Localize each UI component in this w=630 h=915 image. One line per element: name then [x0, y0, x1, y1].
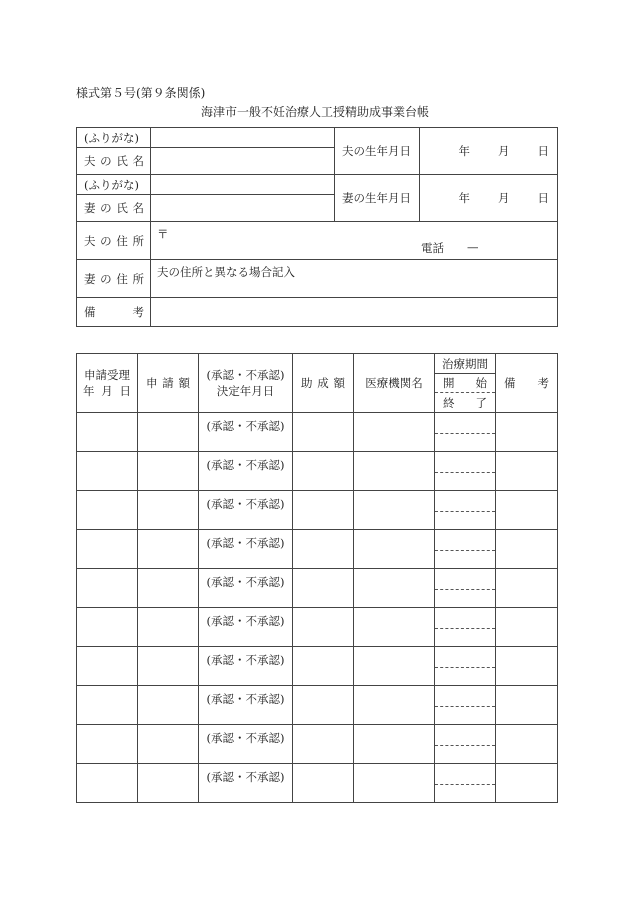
husband-birth-day: 日 [537, 144, 549, 158]
remarks-cell[interactable] [496, 608, 558, 647]
wife-address-note: 夫の住所と異なる場合記入 [157, 265, 295, 279]
grant-amount-cell[interactable] [293, 530, 354, 569]
grant-amount-cell[interactable] [293, 764, 354, 803]
remarks-cell[interactable] [496, 530, 558, 569]
table-row [77, 725, 558, 764]
wife-furigana-label: (ふりがな) [77, 175, 151, 195]
remarks-cell[interactable] [496, 725, 558, 764]
wife-birth-label: 妻の生年月日 [335, 175, 420, 222]
wife-birth-month: 月 [498, 191, 510, 205]
treatment-period-cell[interactable] [435, 452, 496, 491]
col-institution: 医療機関名 [354, 354, 435, 413]
amount-applied-cell[interactable] [138, 647, 199, 686]
treatment-period-cell[interactable] [435, 725, 496, 764]
grant-amount-cell[interactable] [293, 608, 354, 647]
approval-cell[interactable]: (承認・不承認) [199, 491, 293, 530]
col-remarks: 備 考 [496, 354, 558, 413]
received-date-cell[interactable] [77, 413, 138, 452]
received-date-cell[interactable] [77, 608, 138, 647]
wife-birth-field[interactable] [420, 175, 558, 222]
grant-amount-cell[interactable] [293, 686, 354, 725]
institution-cell[interactable] [354, 725, 435, 764]
amount-applied-cell[interactable] [138, 686, 199, 725]
grant-amount-cell[interactable] [293, 569, 354, 608]
remarks-cell[interactable] [496, 491, 558, 530]
husband-name-label: 夫 の 氏 名 [77, 148, 151, 175]
husband-name-field[interactable] [151, 148, 335, 175]
col-end: 終 了 [435, 393, 496, 413]
received-date-cell[interactable] [77, 491, 138, 530]
received-date-cell[interactable] [77, 452, 138, 491]
approval-cell[interactable]: (承認・不承認) [199, 764, 293, 803]
wife-furigana-field[interactable] [151, 175, 335, 195]
treatment-period-cell[interactable] [435, 764, 496, 803]
phone-label: 電話 [421, 241, 444, 255]
treatment-period-cell[interactable] [435, 569, 496, 608]
remarks-cell[interactable] [496, 452, 558, 491]
form-title: 海津市一般不妊治療人工授精助成事業台帳 [200, 105, 429, 119]
treatment-period-cell[interactable] [435, 686, 496, 725]
received-date-cell[interactable] [77, 647, 138, 686]
col-received-date: 申請受理 年 月 日 [77, 354, 138, 413]
table-row [77, 413, 558, 452]
amount-applied-cell[interactable] [138, 413, 199, 452]
approval-cell[interactable]: (承認・不承認) [199, 413, 293, 452]
table-row [77, 530, 558, 569]
institution-cell[interactable] [354, 569, 435, 608]
treatment-period-cell[interactable] [435, 608, 496, 647]
col-amount-applied: 申 請 額 [138, 354, 199, 413]
husband-furigana-field[interactable] [151, 128, 335, 148]
institution-cell[interactable] [354, 491, 435, 530]
treatment-period-cell[interactable] [435, 530, 496, 569]
remarks-cell[interactable] [496, 413, 558, 452]
approval-cell[interactable]: (承認・不承認) [199, 569, 293, 608]
treatment-period-cell[interactable] [435, 647, 496, 686]
remarks-cell[interactable] [496, 647, 558, 686]
institution-cell[interactable] [354, 530, 435, 569]
col-treatment-period: 治療期間 [435, 354, 496, 374]
amount-applied-cell[interactable] [138, 491, 199, 530]
approval-cell[interactable]: (承認・不承認) [199, 452, 293, 491]
wife-address-label: 妻 の 住 所 [77, 260, 151, 298]
wife-address-field[interactable] [151, 260, 558, 298]
amount-applied-cell[interactable] [138, 452, 199, 491]
amount-applied-cell[interactable] [138, 569, 199, 608]
table-row [77, 686, 558, 725]
grant-amount-cell[interactable] [293, 491, 354, 530]
remarks-field[interactable] [151, 298, 558, 327]
husband-birth-year: 年 [458, 144, 470, 158]
institution-cell[interactable] [354, 608, 435, 647]
wife-birth-year: 年 [458, 191, 470, 205]
approval-cell[interactable]: (承認・不承認) [199, 686, 293, 725]
remarks-cell[interactable] [496, 686, 558, 725]
col-start: 開 始 [435, 374, 496, 393]
received-date-cell[interactable] [77, 725, 138, 764]
institution-cell[interactable] [354, 452, 435, 491]
col-grant-amount: 助 成 額 [293, 354, 354, 413]
wife-name-label: 妻 の 氏 名 [77, 195, 151, 222]
form-number: 様式第５号(第９条関係) [76, 86, 206, 100]
table-row [77, 647, 558, 686]
amount-applied-cell[interactable] [138, 725, 199, 764]
institution-cell[interactable] [354, 647, 435, 686]
applicant-info-table [76, 127, 558, 327]
amount-applied-cell[interactable] [138, 764, 199, 803]
institution-cell[interactable] [354, 686, 435, 725]
treatment-period-cell[interactable] [435, 491, 496, 530]
amount-applied-cell[interactable] [138, 608, 199, 647]
approval-cell[interactable]: (承認・不承認) [199, 608, 293, 647]
institution-cell[interactable] [354, 764, 435, 803]
approval-cell[interactable]: (承認・不承認) [199, 725, 293, 764]
ledger-table [76, 353, 558, 803]
husband-birth-field[interactable] [420, 128, 558, 175]
husband-birth-label: 夫の生年月日 [335, 128, 420, 175]
approval-cell[interactable]: (承認・不承認) [199, 530, 293, 569]
grant-amount-cell[interactable] [293, 725, 354, 764]
treatment-period-cell[interactable] [435, 413, 496, 452]
phone-dash: — [467, 240, 479, 254]
received-date-cell[interactable] [77, 686, 138, 725]
received-date-cell[interactable] [77, 530, 138, 569]
remarks-cell[interactable] [496, 569, 558, 608]
wife-name-field[interactable] [151, 195, 335, 222]
husband-address-field[interactable] [151, 222, 558, 260]
table-row [77, 764, 558, 803]
grant-amount-cell[interactable] [293, 647, 354, 686]
grant-amount-cell[interactable] [293, 452, 354, 491]
husband-address-label: 夫 の 住 所 [77, 222, 151, 260]
grant-amount-cell[interactable] [293, 413, 354, 452]
table-row [77, 569, 558, 608]
approval-cell[interactable]: (承認・不承認) [199, 647, 293, 686]
husband-furigana-label: (ふりがな) [77, 128, 151, 148]
table-row [77, 608, 558, 647]
table-row [77, 491, 558, 530]
wife-birth-day: 日 [537, 191, 549, 205]
received-date-cell[interactable] [77, 764, 138, 803]
received-date-cell[interactable] [77, 569, 138, 608]
amount-applied-cell[interactable] [138, 530, 199, 569]
remarks-cell[interactable] [496, 764, 558, 803]
table-row [77, 452, 558, 491]
husband-birth-month: 月 [498, 144, 510, 158]
institution-cell[interactable] [354, 413, 435, 452]
col-decision-date: (承認・不承認) 決定年月日 [199, 354, 293, 413]
remarks-label: 備 考 [77, 298, 151, 327]
postal-mark: 〒 [157, 227, 169, 241]
